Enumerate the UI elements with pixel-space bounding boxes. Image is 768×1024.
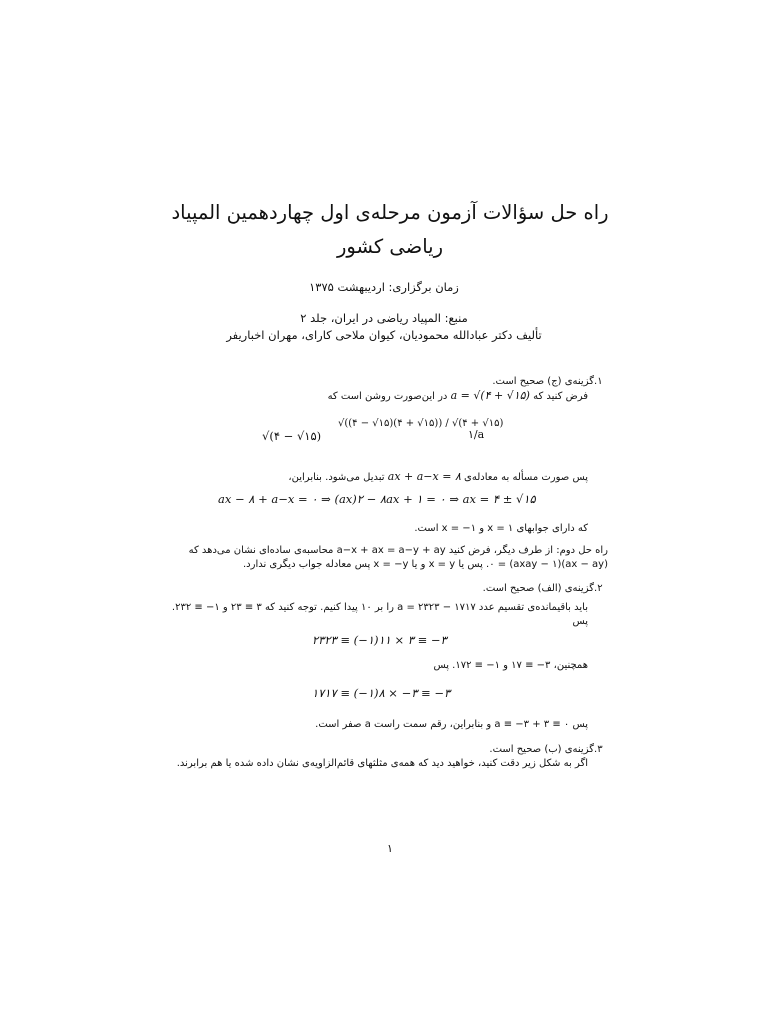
eq1-middle-fraction: √((۴ − √۱۵)(۴ + √۱۵)) / √(۴ + √۱۵) xyxy=(338,418,504,429)
q1-line3: که دارای جوابهای x = ۱ و x = −۱ است. xyxy=(414,523,588,534)
eq1-right-term: √(۴ − √۱۵) xyxy=(262,429,322,443)
q2-answer: ۲.گزینه‌ی (الف) صحیح است. xyxy=(483,582,608,596)
q2-number: ۲. xyxy=(594,583,603,594)
q1-line1-equation: a = √(۴ + √۱۵) xyxy=(450,389,530,402)
q2-equation-2: ۱۷۱۷ ≡ (−۱)۸ × −۳ ≡ −۳ xyxy=(312,686,451,700)
page-number: ۱ xyxy=(387,842,393,855)
q1-line1: فرض کنید که a = √(۴ + √۱۵) در این‌صورت روشن است که xyxy=(327,389,588,402)
q1-alt-line2: (ax − ay)(axay − ۱) = ۰. پس یا x = y و یا x = −y پس معادله جواب دیگری ندارد. xyxy=(242,559,608,570)
q3-line1: اگر به شکل زیر دقت کنید، خواهید دید که همه‌ی مثلثهای قائم‌الزاویه‌ی نشان داده شده یا هم برابرند. xyxy=(176,758,588,769)
q2-line3: پس ۰ ≡ ۳ + ۳− ≡ a و بنابراین، رقم سمت راست a صفر است. xyxy=(315,719,588,730)
q1-answer: ۱.گزینه‌ی (ج) صحیح است. xyxy=(492,375,608,389)
source-line: منبع: المپیاد ریاضی در ایران، جلد ۲ xyxy=(300,311,468,325)
q3-answer: ۳.گزینه‌ی (ب) صحیح است. xyxy=(489,743,608,757)
eq1-left-fraction: ۱/a xyxy=(468,428,485,441)
q2-equation-1: ۲۳۲۳ ≡ (−۱)۱۱ × ۳ ≡ −۳ xyxy=(312,633,447,647)
exam-date: زمان برگزاری: اردیبهشت ۱۳۷۵ xyxy=(309,280,459,294)
authors-line: تألیف دکتر عبادالله محمودیان، کیوان ملاحی کارای، مهران اخباریفر xyxy=(226,328,542,342)
title-line-1: راه حل سؤالات آزمون مرحله‌ی اول چهاردهمین المپیاد xyxy=(171,201,609,224)
document-title xyxy=(150,196,630,264)
title-line-2: ریاضی کشور xyxy=(337,235,443,258)
q1-line2-equation: ax + a−x = ۸ xyxy=(387,470,461,483)
q1-equation-1 xyxy=(262,418,504,458)
q1-equation-2: ax − ۸ + a−x = ۰ ⇒ (ax)۲ − ۸ax + ۱ = ۰ ⇒ ax = ۴ ± √۱۵ xyxy=(218,492,536,506)
q2-line1: باید باقیمانده‌ی تقسیم عدد a = ۲۳۲۳ − ۱۷۱۷ را بر ۱۰ پیدا کنیم. توجه کنید که ۳ ≡ ۲۳ و ۱− ≡ ۲۳۲. پس xyxy=(171,602,588,627)
q3-number: ۳. xyxy=(594,744,603,755)
q2-line2: همچنین، ۳− ≡ ۱۷ و ۱− ≡ ۱۷۲. پس xyxy=(433,660,588,671)
q1-number: ۱. xyxy=(594,376,603,387)
q1-line2: پس صورت مسأله به معادله‌ی ax + a−x = ۸ تبدیل می‌شود. بنابراین، xyxy=(288,470,588,483)
q1-alt-line1: راه حل دوم: از طرف دیگر، فرض کنید a−x + ax = a−y + ay محاسبه‌ی ساده‌ای نشان می‌دهد که xyxy=(188,545,608,556)
q1-alt-solution xyxy=(168,544,608,572)
